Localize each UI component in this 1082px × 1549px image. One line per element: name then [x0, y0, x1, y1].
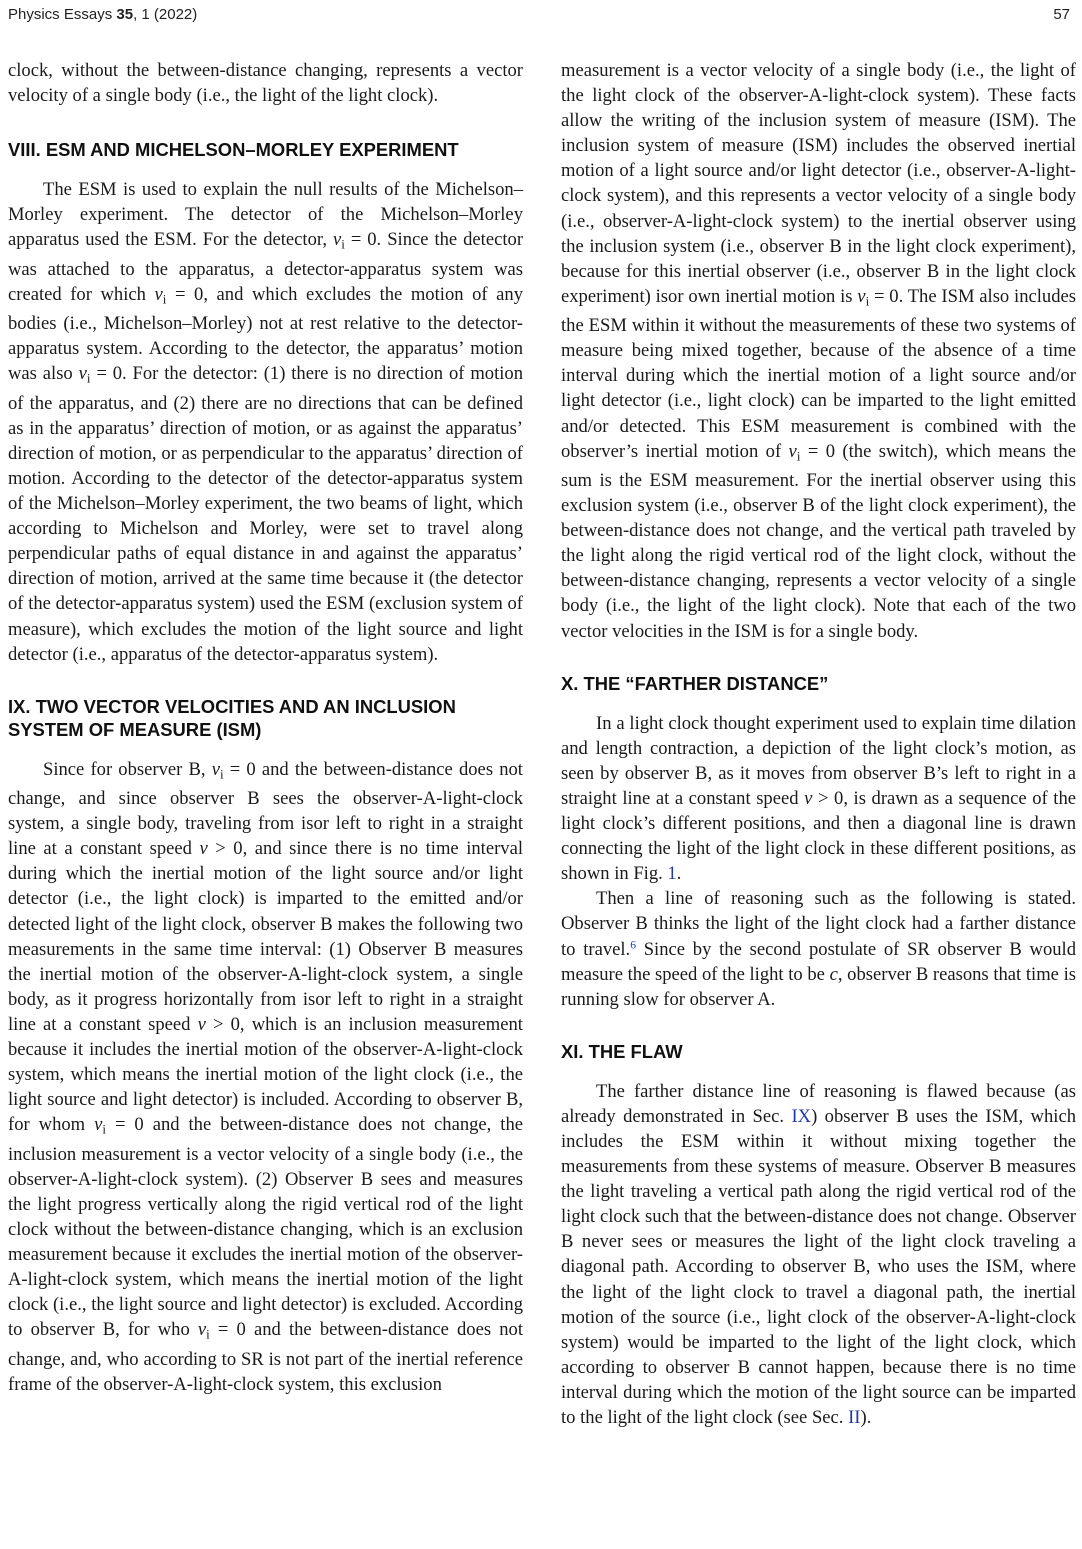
- page-number: 57: [1053, 6, 1070, 23]
- section-heading-xi: XI. THE FLAW: [561, 1040, 683, 1062]
- citation-reference-link[interactable]: 6: [630, 939, 636, 952]
- figure-reference-link[interactable]: 1: [667, 863, 677, 885]
- running-header: [8, 6, 1074, 28]
- journal-citation: Physics Essays 35, 1 (2022): [8, 6, 198, 23]
- section-heading-x: X. THE “FARTHER DISTANCE”: [561, 672, 829, 694]
- section-reference-link[interactable]: II: [848, 1407, 861, 1428]
- section-xi-paragraph: The farther distance line of reasoning is flawed because (as already demonstrated in Sec. IX) observer B uses the ISM, which includes the ESM within it without mixing together the measurements from these systems of measure. Observer B measures the light traveling a vertical path along the rigid vertical rod of the light clock such that the between-distance does not change. Observer B never sees or measures the light of the light clock traveling a diagonal path. According to observer B, who uses the ISM, where the light of the light clock to travel a diagonal path, the inertial motion of the source (i.e., light clock of the observer-A-light-clock system) would be imparted to the light of the light clock, which according to observer B cannot happen, because there is no time interval during which the motion of the light source can be imparted to the light of the light clock (see Sec. II).: [561, 1080, 1076, 1428]
- left-column: [8, 58, 523, 1397]
- section-reference-link[interactable]: IX: [791, 1105, 812, 1127]
- section-x-paragraph-2: Then a line of reasoning such as the following is stated. Observer B thinks the light of the light clock had a farther distance to travel.$^6$ Since by the second postulate of SR observer B would measure the speed of the light to be c, observer B reasons that time is running slow for observer A.: [561, 888, 1077, 1010]
- continued-paragraph-right: measurement is a vector velocity of a single body (i.e., the light of the light clock of the observer-A-light-clock system). These facts allow the writing of the inclusion system of measure (ISM). The inclusion system of measure (ISM) includes the observed inertial motion of a light source and/or light detector (i.e., observer-A-light-clock system), and this represents a vector velocity of a single body (i.e., observer-A-light-clock system) to the inertial observer using the inclusion system (i.e., observer B in the light clock experiment), because for this inertial observer (i.e., observer B in the light clock experiment) isor own inertial motion is $v_i = 0$. The ISM also includes the ESM within it without the measurements of these two systems of measure being mixed together, because of the absence of a time interval during which the inertial motion of a light source and/or light detector (i.e., light clock) can be imparted to the light emitted and/or detected. This ESM measurement is combined with the observer’s inertial motion of $v_i = 0$ (the switch), which means the sum is the ESM measurement. For the inertial observer using this exclusion system (i.e., observer B of the light clock experiment), the between-distance does not change, and the vertical path traveled by the light along the rigid vertical rod of the light clock, without the between-distance changing, represents a vector velocity of a single body (i.e., the light of the light clock). Note that each of the two vector velocities in the ISM is for a single body.: [561, 60, 1076, 642]
- section-heading-viii: VIII. ESM AND MICHELSON–MORLEY EXPERIMENT: [8, 139, 459, 161]
- section-ix-paragraph: Since for observer B, $v_i = 0$ and the between-distance does not change, and since observer B sees the observer-A-light-clock system, a single body, traveling from isor left to right in a straight line at a constant speed v > 0, and since there is no time interval during which the inertial motion of the light source and/or light detector (i.e., the light clock) is imparted to the emitted and/or detected light of the light clock, observer B makes the following two measurements in the same time interval: (1) Observer B measures the inertial motion of the observer-A-light-clock system, a single body, as it progress horizontally from isor left to right in a straight line at a constant speed v > 0, which is an inclusion measurement because it includes the inertial motion of the observer-A-light-clock system, which means the inertial motion of the light clock (i.e., the light source and light detector) is included. According to observer B, for whom $v_i = 0$ and the between-distance does not change, the inclusion measurement is a vector velocity of a single body (i.e., the observer-A-light-clock system). (2) Observer B sees and measures the light progress vertically along the rigid vertical rod of the light clock without the between-distance changing, which is an exclusion measurement because it excludes the inertial motion of the observer-A-light-clock system, which means the inertial motion of the light clock (i.e., the light source and light detector) is excluded. According to observer B, for who $v_i = 0$ and the between-distance does not change, and, who according to SR is not part of the inertial reference frame of the observer-A-light-clock system, this exclusion: [8, 758, 523, 1395]
- journal-volume: 35: [116, 6, 134, 23]
- section-x-paragraph-1: In a light clock thought experiment used to explain time dilation and length contraction, a depiction of the light clock’s motion, as seen by observer B, as it moves from observer B’s left to right in a straight line at a constant speed v > 0, is drawn as a sequence of the light clock’s different positions, and then a diagonal line is drawn connecting the light of the light clock in these different positions, as shown in Fig. 1.: [561, 712, 1076, 885]
- continued-paragraph: clock, without the between-distance changing, represents a vector velocity of a single body (i.e., the light of the light clock).: [8, 60, 523, 107]
- section-viii-paragraph: The ESM is used to explain the null results of the Michelson–Morley experiment. The detector of the Michelson–Morley apparatus used the ESM. For the detector, $v_i = 0$. Since the detector was attached to the apparatus, a detector-apparatus system was created for which $v_i = 0$, and which excludes the motion of any bodies (i.e., Michelson–Morley) not at rest relative to the detector-apparatus system. According to the detector, the apparatus’ motion was also $v_i = 0$. For the detector: (1) there is no direction of motion of the apparatus, and (2) there are no directions that can be defined as in the apparatus’ direction of motion, or as against the apparatus’ direction of motion, or as perpendicular to the apparatus’ direction of motion. According to the detector of the detector-apparatus system of the Michelson–Morley experiment, the two beams of light, which according to Michelson and Morley, were set to travel along perpendicular paths of equal distance in and against the apparatus’ direction of motion, arrived at the same time because it (the detector of the detector-apparatus system) used the ESM (exclusion system of measure), which excludes the motion of the light source and light detector (i.e., apparatus of the detector-apparatus system).: [8, 179, 524, 665]
- right-column: [561, 58, 1076, 1430]
- section-heading-ix: IX. TWO VECTOR VELOCITIES AND AN INCLUSION SYSTEM OF MEASURE (ISM): [8, 695, 456, 740]
